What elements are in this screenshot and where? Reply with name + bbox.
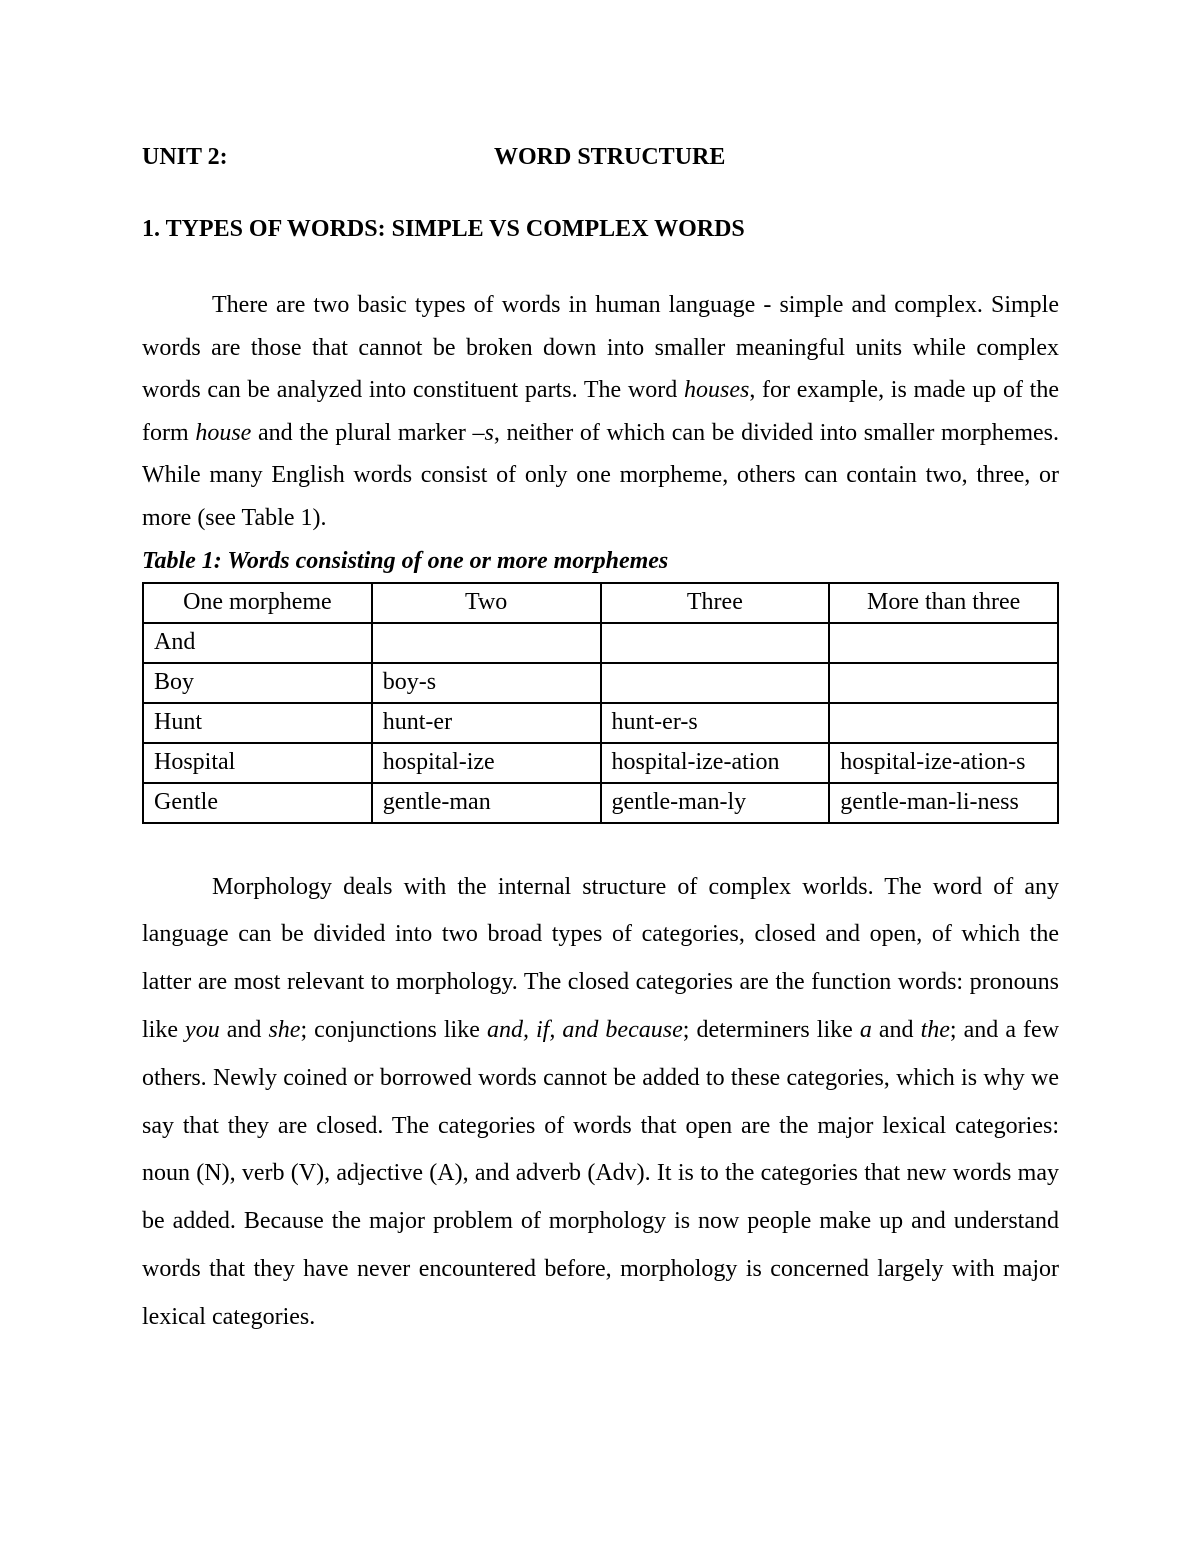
example-word-houses: houses [683, 377, 750, 404]
table-cell [601, 663, 830, 703]
table-cell: hunt-er-s [601, 703, 830, 743]
text-span: There are two basic types of words in human language - simple and complex. Simple words are those that cannot be broken down into smaller meaningful units while complex words can be analyzed into constituent parts. The word [142, 292, 1059, 404]
unit-header [142, 136, 1059, 178]
table-cell: hunt-er [372, 703, 601, 743]
table-cell: gentle-man-li-ness [829, 783, 1058, 823]
table-cell [372, 623, 601, 663]
unit-label: UNIT 2: [142, 144, 228, 170]
paragraph-morphology [142, 864, 1059, 1342]
table-cell: hospital-ize-ation [601, 743, 830, 783]
table-header-row [143, 583, 1058, 623]
text-span: , neither of which can be divided into smaller morphemes. While many English words consist of only one morpheme, others can contain two, three, or more (see Table 1). [142, 419, 1060, 531]
table-row [143, 623, 1058, 663]
table-caption: Table 1: Words consisting of one or more morphemes [142, 547, 669, 574]
example-word-you: you [185, 1016, 220, 1043]
unit-title: WORD STRUCTURE [494, 144, 726, 170]
table-cell: hospital-ize [372, 743, 601, 783]
morpheme-table [142, 582, 1059, 824]
section-heading: 1. TYPES OF WORDS: SIMPLE VS COMPLEX WORDS [142, 216, 745, 242]
table-cell: gentle-man [372, 783, 601, 823]
text-span: and the plural marker [251, 419, 473, 446]
paragraph-simple-complex [142, 284, 1059, 540]
table-cell: And [143, 623, 372, 663]
table-cell: hospital-ize-ation-s [829, 743, 1058, 783]
table-cell: gentle-man-ly [601, 783, 830, 823]
plural-marker: –s [472, 419, 494, 446]
table-row [143, 743, 1058, 783]
example-word-she: she [268, 1016, 301, 1043]
table-cell [829, 623, 1058, 663]
table-cell [829, 703, 1058, 743]
table-cell: Gentle [143, 783, 372, 823]
text-span: Morphology deals with the internal structure of complex worlds. The word of any language can be divided into two broad types of categories, closed and open, of which the latter are most relevant to morphology. The closed categories are the function words: pronouns like [142, 873, 1059, 1043]
table-cell: Hunt [143, 703, 372, 743]
table-cell: Hospital [143, 743, 372, 783]
table-cell: boy-s [372, 663, 601, 703]
column-header: Three [601, 583, 830, 623]
table-cell: Boy [143, 663, 372, 703]
column-header: One morpheme [143, 583, 372, 623]
table-cell [601, 623, 830, 663]
table-row [143, 663, 1058, 703]
document-page [142, 136, 1059, 1342]
example-word-a: a [859, 1016, 872, 1043]
text-span: ; conjunctions like [300, 1016, 487, 1043]
text-span: ; and a few others. Newly coined or borrowed words cannot be added to these categories, which is why we say that they are closed. The categories of words that open are the major lexical categories: noun (N), verb (V), adjective (A), and adverb (Adv). It is to the categories that new words may be added. Because the major problem of morphology is now people make up and understand words that they have never encountered before, morphology is concerned largely with major lexical categories. [142, 1016, 1060, 1330]
text-span: ; determiners like [682, 1016, 860, 1043]
table-row [143, 783, 1058, 823]
column-header: More than three [829, 583, 1058, 623]
table-cell [829, 663, 1058, 703]
example-word-house: house [195, 419, 252, 446]
text-span: and [219, 1016, 269, 1043]
text-span: and [871, 1016, 921, 1043]
example-conjunctions: and, if, and because [486, 1016, 683, 1043]
text-span: , for example, is made up of the form [142, 377, 1060, 446]
column-header: Two [372, 583, 601, 623]
example-word-the: the [920, 1016, 950, 1043]
table-row [143, 703, 1058, 743]
